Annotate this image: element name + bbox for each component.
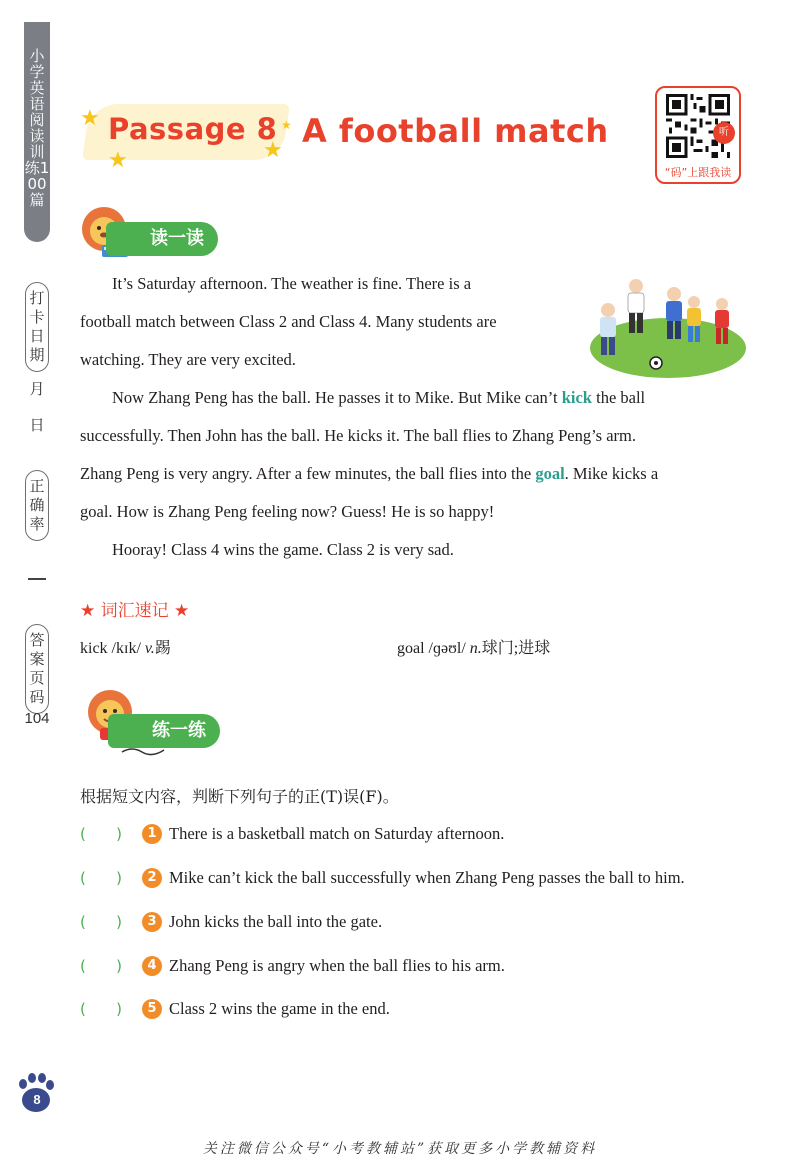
question-text: John kicks the ball into the gate. [169, 912, 383, 931]
passage-line: successfully. Then John has the ball. He kicks it. The ball flies to Zhang Peng’s arm. [80, 426, 637, 445]
keyword-kick: kick [561, 388, 592, 407]
answer-blank[interactable]: ( ) [80, 913, 122, 931]
exercise-instruction: 根据短文内容，判断下列句子的正(T)误(F)。 [80, 787, 399, 806]
accuracy-blank [28, 578, 46, 580]
question-row [80, 953, 505, 979]
passage-line: watching. They are very excited. [80, 350, 296, 369]
passage-line: It’s Saturday afternoon. The weather is fine. There is a [112, 274, 472, 293]
question-row [80, 821, 504, 847]
answer-page-number: 104 [24, 710, 50, 727]
passage-line: Zhang Peng is very angry. After a few minutes, the ball flies into the goal. Mike kicks a [80, 464, 659, 483]
read-section-header: 读一读 [106, 222, 218, 256]
star-icon: ★ [281, 118, 292, 132]
question-number: 4 [142, 956, 162, 976]
pencil-line-icon [120, 744, 166, 756]
question-text: Mike can’t kick the ball successfully when Zhang Peng passes the ball to him. [169, 868, 685, 887]
passage-line: football match between Class 2 and Class 4. Many students are [80, 312, 497, 331]
answer-blank[interactable]: ( ) [80, 869, 122, 887]
answer-page-label: 答案页码 [25, 624, 49, 714]
question-number: 3 [142, 912, 162, 932]
checkin-date-label: 打卡日期 [25, 282, 49, 372]
answer-blank[interactable]: ( ) [80, 825, 122, 843]
star-icon: ★ [263, 138, 283, 163]
day-label: 日 [29, 416, 45, 434]
answer-blank[interactable]: ( ) [80, 1000, 122, 1018]
qr-caption: “码”上跟我读 [664, 166, 732, 179]
answer-blank[interactable]: ( ) [80, 957, 122, 975]
question-number: 2 [142, 868, 162, 888]
question-row [80, 909, 382, 935]
practice-section-header: 练一练 [108, 714, 220, 748]
page-number: 8 [33, 1092, 41, 1107]
question-text: Class 2 wins the game in the end. [169, 999, 390, 1018]
passage-line: goal. How is Zhang Peng feeling now? Guess! He is so happy! [80, 502, 495, 521]
qr-code-box[interactable] [655, 86, 741, 184]
star-icon: ★ [108, 148, 128, 173]
passage-number: Passage 8 [108, 112, 278, 146]
vocab-item-goal: goal /ɡəʊl/ n.球门;进球 [397, 640, 551, 657]
listen-badge: 听 [713, 122, 735, 144]
vocab-item-kick: kick /kɪk/ v.踢 [80, 640, 171, 657]
star-icon: ★ [80, 106, 100, 131]
question-row [80, 996, 390, 1022]
question-number: 1 [142, 824, 162, 844]
football-match-illustration [586, 266, 746, 384]
question-row [80, 865, 685, 891]
footer-note: 关注微信公众号“小考教辅站”获取更多小学教辅资料 [202, 1141, 598, 1157]
passage-line: Hooray! Class 4 wins the game. Class 2 is very sad. [112, 540, 454, 559]
book-title: 小学英语阅读训练100篇 [24, 47, 50, 209]
page-title: A football match [302, 112, 609, 150]
question-text: Zhang Peng is angry when the ball flies to his arm. [169, 956, 505, 975]
month-label: 月 [29, 380, 45, 398]
question-number: 5 [142, 999, 162, 1019]
book-title-tab [24, 22, 50, 242]
question-text: There is a basketball match on Saturday afternoon. [169, 824, 505, 843]
passage-line: Now Zhang Peng has the ball. He passes it to Mike. But Mike can’t kick the ball [112, 388, 646, 407]
vocab-heading: ★ 词汇速记 ★ [80, 601, 190, 621]
keyword-goal: goal [535, 464, 565, 483]
accuracy-label: 正确率 [25, 470, 49, 541]
